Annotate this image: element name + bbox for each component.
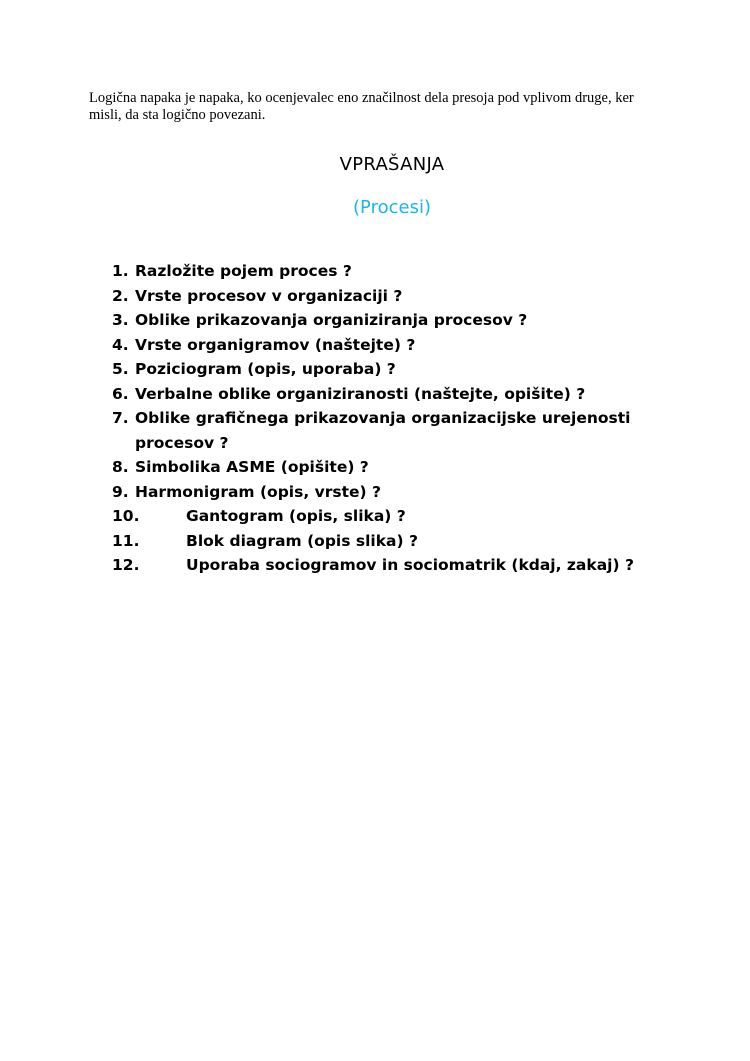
question-number: 3.: [112, 311, 129, 329]
question-number: 11.: [112, 531, 140, 550]
question-item: [112, 455, 712, 480]
question-item: [112, 357, 712, 382]
question-item: [112, 284, 712, 309]
intro-paragraph: Logična napaka je napaka, ko ocenjevalec eno značilnost dela presoja pod vplivom druge, ker misli, da sta logično povezani.: [89, 90, 634, 123]
question-item: [112, 553, 712, 578]
page-title: VPRAŠANJA: [339, 154, 445, 175]
question-number: 8.: [112, 458, 129, 476]
question-text: Uporaba sociogramov in sociomatrik (kdaj, zakaj) ?: [186, 556, 634, 574]
question-text: Oblike grafičnega prikazovanja organizacijske urejenosti procesov ?: [135, 409, 631, 452]
question-text: Blok diagram (opis slika) ?: [186, 531, 418, 550]
question-text: Harmonigram (opis, vrste) ?: [135, 482, 381, 501]
question-item: [112, 308, 712, 333]
question-number: 12.: [112, 556, 140, 574]
question-item: [112, 480, 712, 505]
question-number: 9.: [112, 482, 129, 501]
question-text: Oblike prikazovanja organiziranja procesov ?: [135, 311, 528, 329]
question-text: Razložite pojem proces ?: [135, 262, 352, 280]
question-number: 1.: [112, 262, 129, 280]
question-number: 5.: [112, 360, 129, 378]
question-item: [112, 259, 712, 284]
question-number: 7.: [112, 409, 129, 427]
page-subtitle: (Procesi): [353, 197, 431, 218]
question-text: Vrste procesov v organizaciji ?: [135, 286, 403, 305]
question-item: [112, 529, 712, 554]
question-item: [112, 382, 712, 407]
question-text: Simbolika ASME (opišite) ?: [135, 458, 369, 476]
question-text: Vrste organigramov (naštejte) ?: [135, 335, 416, 354]
question-number: 6.: [112, 384, 129, 403]
question-list: [112, 259, 712, 578]
question-item: [112, 504, 712, 529]
question-text: Poziciogram (opis, uporaba) ?: [135, 360, 396, 378]
question-number: 10.: [112, 507, 140, 525]
question-number: 4.: [112, 335, 129, 354]
question-text: Verbalne oblike organiziranosti (naštejte, opišite) ?: [135, 384, 586, 403]
question-item: [112, 333, 712, 358]
question-item: [112, 406, 712, 455]
question-number: 2.: [112, 286, 129, 305]
question-text: Gantogram (opis, slika) ?: [186, 507, 406, 525]
